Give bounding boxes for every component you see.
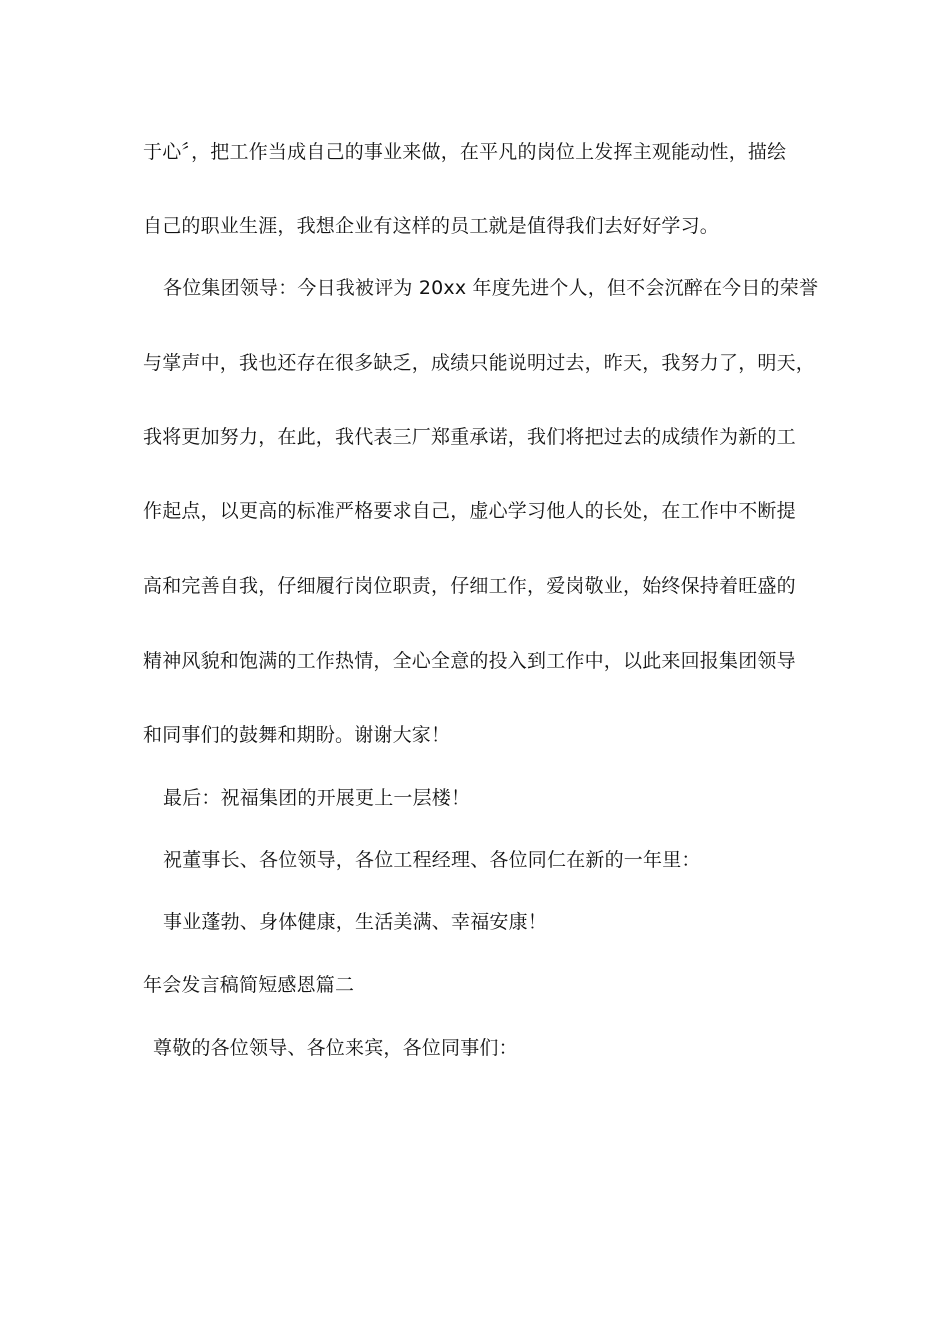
section-heading: 年会发言稿简短感恩篇二	[143, 974, 355, 996]
paragraph-line: 和同事们的鼓舞和期盼。谢谢大家！	[143, 724, 451, 746]
paragraph-line: 尊敬的各位领导、各位来宾，各位同事们：	[153, 1037, 518, 1059]
paragraph-line: 精神风貌和饱满的工作热情，全心全意的投入到工作中，以此来回报集团领导	[143, 650, 796, 672]
paragraph-line: 自己的职业生涯，我想企业有这样的员工就是值得我们去好好学习。	[143, 215, 720, 237]
paragraph-line: 事业蓬勃、身体健康，生活美满、幸福安康！	[163, 911, 548, 933]
paragraph-line: 高和完善自我，仔细履行岗位职责，仔细工作，爱岗敬业，始终保持着旺盛的	[143, 575, 796, 597]
paragraph-line: 于心〞，把工作当成自己的事业来做，在平凡的岗位上发挥主观能动性，描绘	[143, 141, 787, 163]
paragraph-line: 最后：祝福集团的开展更上一层楼！	[163, 787, 471, 809]
paragraph-line: 各位集团领导：今日我被评为 20xx 年度先进个人，但不会沉醉在今日的荣誉	[163, 277, 819, 299]
paragraph-line: 我将更加努力，在此，我代表三厂郑重承诺，我们将把过去的成绩作为新的工	[143, 426, 796, 448]
paragraph-line: 作起点，以更高的标准严格要求自己，虚心学习他人的长处，在工作中不断提	[143, 500, 796, 522]
paragraph-line: 与掌声中，我也还存在很多缺乏，成绩只能说明过去，昨天，我努力了，明天，	[143, 352, 816, 374]
paragraph-line: 祝董事长、各位领导，各位工程经理、各位同仁在新的一年里：	[163, 849, 701, 871]
